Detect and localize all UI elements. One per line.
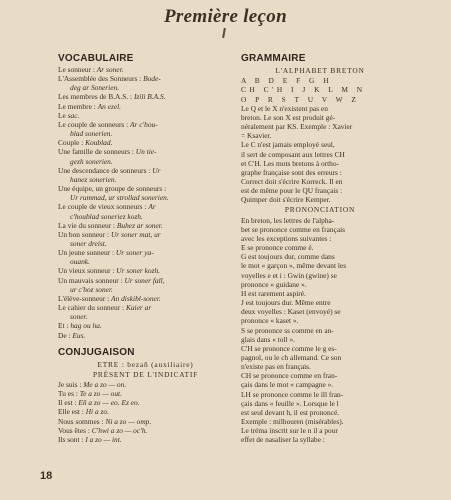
right-column xyxy=(241,53,399,445)
left-column xyxy=(58,53,233,444)
vocab-entry-term: De : xyxy=(58,330,73,340)
text-line: En breton, les lettres de l'alpha- xyxy=(241,215,335,225)
vocab-entry xyxy=(58,83,233,92)
conjugation-entry-translation: C'hwi a zo — oc'h. xyxy=(91,425,148,435)
conjugation-entry xyxy=(58,417,233,426)
vocab-entry xyxy=(58,212,233,221)
vocab-entry xyxy=(58,294,233,303)
pen-mark xyxy=(222,28,226,38)
alphabet-heading: L'ALPHABET BRETON xyxy=(275,66,365,75)
vocabulary-heading: VOCABULAIRE xyxy=(58,53,134,64)
conjugation-entry-term: Ils sont : xyxy=(58,434,86,444)
vocab-entry-translation: Bode- xyxy=(143,74,161,84)
vocab-entry-term: Et : xyxy=(58,321,71,331)
text-line: Correct doit s'écrire Korreck. Il en xyxy=(241,177,343,187)
vocab-entry-translation: Koublad. xyxy=(85,138,113,148)
text-line: Le C n'est jamais employé seul, xyxy=(241,140,335,150)
text-line: çais dans le mot « campagne ». xyxy=(241,380,334,390)
conjugation-subheading: ETRE : bezañ (auxiliaire) xyxy=(97,359,194,369)
vocab-entry-term: La vie du sonneur : xyxy=(58,220,117,230)
conjugation-heading: CONJUGAISON xyxy=(58,346,135,358)
vocab-entry xyxy=(58,257,233,266)
conjugation-entry-term: Elle est : xyxy=(58,407,86,417)
text-line: Le tréma inscrit sur le n il a pour xyxy=(241,426,338,436)
text-line: Le Q et le X n'existent pas en xyxy=(241,103,328,113)
vocab-entry-translation: ur c'hoz soner. xyxy=(70,284,113,294)
text-line: J est toujours dur. Même entre xyxy=(241,298,331,308)
vocab-entry-term: Le cahier du sonneur : xyxy=(58,303,126,313)
vocab-entry-term: Une descendance de sonneurs : xyxy=(58,165,153,175)
vocab-entry xyxy=(58,92,233,101)
text-line: H est rarement aspiré. xyxy=(241,288,306,298)
vocab-entry-translation: Buhez ar soner. xyxy=(116,220,163,230)
vocab-entry-term: Le couple de sonneurs : xyxy=(58,119,131,129)
text-line: bet se prononce comme en français xyxy=(241,224,346,234)
grammar-heading: GRAMMAIRE xyxy=(241,53,306,64)
text-line: il sert de composant aux lettres CH xyxy=(241,149,345,159)
vocab-entry xyxy=(58,266,233,275)
text-line: est de même pour le QU français : xyxy=(241,186,343,196)
text-line: çais dans « feuille ». Lorsque le l xyxy=(241,398,339,408)
vocab-entry xyxy=(58,276,233,285)
conjugation-entry-translation: I a zo — int. xyxy=(85,434,122,444)
vocab-entry xyxy=(58,303,233,312)
vocab-entry-term: Un jeune sonneur : xyxy=(58,248,116,258)
conjugation-entry-translation: Eñ a zo — eo. Ez eo. xyxy=(78,398,140,408)
vocab-entry-translation: Ur xyxy=(152,165,161,175)
vocab-entry-term: Le sonneur : xyxy=(58,65,97,74)
text-line: E se prononce comme é. xyxy=(241,243,314,253)
text-line: le mot « garçon », même devant les xyxy=(241,261,347,271)
conjugation-entry-term: Je suis : xyxy=(58,380,84,389)
alphabet-row: CH C'H I J K L M N xyxy=(241,85,366,95)
vocab-entry-term: Un mauvais sonneur : xyxy=(58,275,125,285)
alphabet-rows xyxy=(241,76,399,104)
vocab-entry-translation: blad sonerien. xyxy=(70,129,113,139)
conjugation-entry-term: Nous sommes : xyxy=(58,416,106,426)
vocab-entry-translation: Ur soner kozh. xyxy=(116,266,161,276)
vocab-entry-term: Une famille de sonneurs : xyxy=(58,147,136,157)
vocab-entry xyxy=(58,157,233,166)
vocab-entry xyxy=(58,147,233,156)
vocab-entry xyxy=(58,230,233,239)
vocab-entry-term: Un bon sonneur : xyxy=(58,229,111,239)
vocabulary-list xyxy=(58,65,233,340)
vocab-entry-translation: Ur soner fall, xyxy=(124,275,165,285)
c-letter-paragraph xyxy=(241,140,399,204)
vocab-entry-translation: Izili B.A.S. xyxy=(133,92,166,102)
text-line: G est toujours dur, comme dans xyxy=(241,252,335,262)
conjugation-entry-translation: Me a zo — on. xyxy=(83,380,127,389)
vocab-entry xyxy=(58,193,233,202)
text-line: graphe française sont des erreurs : xyxy=(241,167,342,177)
vocab-entry-translation: Ur soner mat, ur xyxy=(110,229,161,239)
vocab-entry-translation: hag ou ha. xyxy=(70,321,102,331)
tense-heading: PRÉSENT DE L'INDICATIF xyxy=(92,369,199,379)
text-line: n'existe pas en français. xyxy=(241,362,311,372)
page-title: Première leçon xyxy=(164,6,287,27)
conjugation-entry-translation: Ni a zo — omp. xyxy=(105,416,152,426)
conjugation-list xyxy=(58,380,233,444)
vocab-entry-translation: Ur rummad, ur strollad sonerien. xyxy=(70,193,169,203)
text-line: glais dans « toll ». xyxy=(241,334,295,344)
vocab-entry xyxy=(58,184,233,193)
vocab-entry xyxy=(58,65,233,74)
text-line: est seul devant h, il est prononcé. xyxy=(241,407,340,417)
vocab-entry xyxy=(58,129,233,138)
conjugation-entry xyxy=(58,389,233,398)
vocab-entry-translation: sac. xyxy=(67,110,80,120)
vocab-entry-translation: ouank. xyxy=(70,257,90,267)
vocab-entry-translation: Un tie- xyxy=(135,147,157,157)
vocab-entry-term: Le couple de vieux sonneurs : xyxy=(58,202,149,212)
conjugation-entry xyxy=(58,435,233,444)
vocab-entry xyxy=(58,102,233,111)
pronunciation-heading: PRONONCIATION xyxy=(284,205,356,215)
vocab-entry-term: Le membre : xyxy=(58,101,98,111)
vocab-entry xyxy=(58,111,233,120)
text-line: néralement par KS. Exemple : Xavier xyxy=(241,122,353,132)
vocab-entry-translation: c'houblad soneriez kozh. xyxy=(70,211,143,221)
vocab-entry xyxy=(58,202,233,211)
conjugation-entry-term: Vous êtes : xyxy=(58,425,92,435)
alphabet-paragraph xyxy=(241,104,399,141)
vocab-entry-translation: gezh sonerien. xyxy=(70,156,113,166)
vocab-entry-translation: An diskibl-soner. xyxy=(111,293,161,303)
text-line: prononce « guidane ». xyxy=(241,279,307,289)
conjugation-entry-translation: Hi a zo. xyxy=(85,407,109,417)
vocab-entry-translation: Ar xyxy=(148,202,156,212)
text-line: breton. Le son X est produit gé- xyxy=(241,112,336,122)
text-line: prononce « kaset ». xyxy=(241,316,299,326)
vocab-entry-term: Un vieux sonneur : xyxy=(58,266,117,276)
text-line: et C'H. Les mots bretons à ortho- xyxy=(241,158,340,168)
vocab-entry xyxy=(58,221,233,230)
vocab-entry xyxy=(58,175,233,184)
vocab-entry-term: Les membres de B.A.S. : xyxy=(58,92,134,102)
text-line: deux voyelles : Kaset (envoyé) se xyxy=(241,307,341,317)
vocab-entry xyxy=(58,312,233,321)
text-line: CH se prononce comme en fran- xyxy=(241,371,338,381)
conjugation-entry xyxy=(58,407,233,416)
vocab-entry-translation: Ur soner ya- xyxy=(115,248,154,258)
vocab-entry-term: L'Assemblée des Sonneurs : xyxy=(58,74,144,84)
vocab-entry xyxy=(58,248,233,257)
text-line: LH se prononce comme le ill fran- xyxy=(241,389,344,399)
text-line: C'H se prononce comme le g es- xyxy=(241,343,337,353)
vocab-entry xyxy=(58,321,233,330)
conjugation-entry-term: Il est : xyxy=(58,398,79,408)
conjugation-entry-term: Tu es : xyxy=(58,389,80,399)
vocab-entry-translation: hanez sonerien. xyxy=(70,174,117,184)
vocab-entry-translation: deg ar Sonerien. xyxy=(70,83,120,93)
vocab-entry-translation: An ezel. xyxy=(97,101,122,111)
text-line: Quimper doit s'écrire Kemper. xyxy=(241,195,331,205)
text-line: avec les exceptions suivantes : xyxy=(241,233,332,243)
alphabet-row: O P R S T U V W Z xyxy=(241,94,360,104)
vocab-entry-term: L'élève-sonneur : xyxy=(58,293,112,303)
page-number: 18 xyxy=(40,470,53,482)
vocab-entry xyxy=(58,120,233,129)
vocab-entry-term: Une équipe, un groupe de sonneurs : xyxy=(58,184,167,194)
vocab-entry-term: Couple : xyxy=(58,138,86,148)
vocab-entry xyxy=(58,138,233,147)
conjugation-entry xyxy=(58,380,233,389)
text-line: voyelles e et i : Gwin (gwine) se xyxy=(241,270,337,280)
text-line: S se prononce ss comme en an- xyxy=(241,325,334,335)
vocab-entry xyxy=(58,285,233,294)
text-line: = Ksavier. xyxy=(241,131,272,141)
vocab-entry-translation: soner dreist. xyxy=(70,238,107,248)
vocab-entry-term: Le xyxy=(58,110,68,120)
vocab-entry xyxy=(58,166,233,175)
text-line: effet de nasaliser la syllabe : xyxy=(241,435,325,445)
vocab-entry xyxy=(58,331,233,340)
conjugation-entry-translation: Te a zo — out. xyxy=(79,389,122,399)
vocab-entry-translation: Eus. xyxy=(72,330,86,340)
vocab-entry-translation: Ar soner. xyxy=(96,65,124,74)
alphabet-row: A B D E F G H xyxy=(241,76,333,86)
text-line: pagnol, ou le ch allemand. Ce son xyxy=(241,352,342,362)
vocab-entry-translation: Kaier ar xyxy=(125,303,152,313)
conjugation-entry xyxy=(58,426,233,435)
vocab-entry xyxy=(58,239,233,248)
text-line: Exemple : milhouren (misérables). xyxy=(241,417,344,427)
vocab-entry xyxy=(58,74,233,83)
conjugation-entry xyxy=(58,398,233,407)
vocab-entry-translation: Ar c'hou- xyxy=(130,119,158,129)
vocab-entry-translation: soner. xyxy=(70,312,88,322)
pronunciation-paragraph xyxy=(241,216,399,445)
